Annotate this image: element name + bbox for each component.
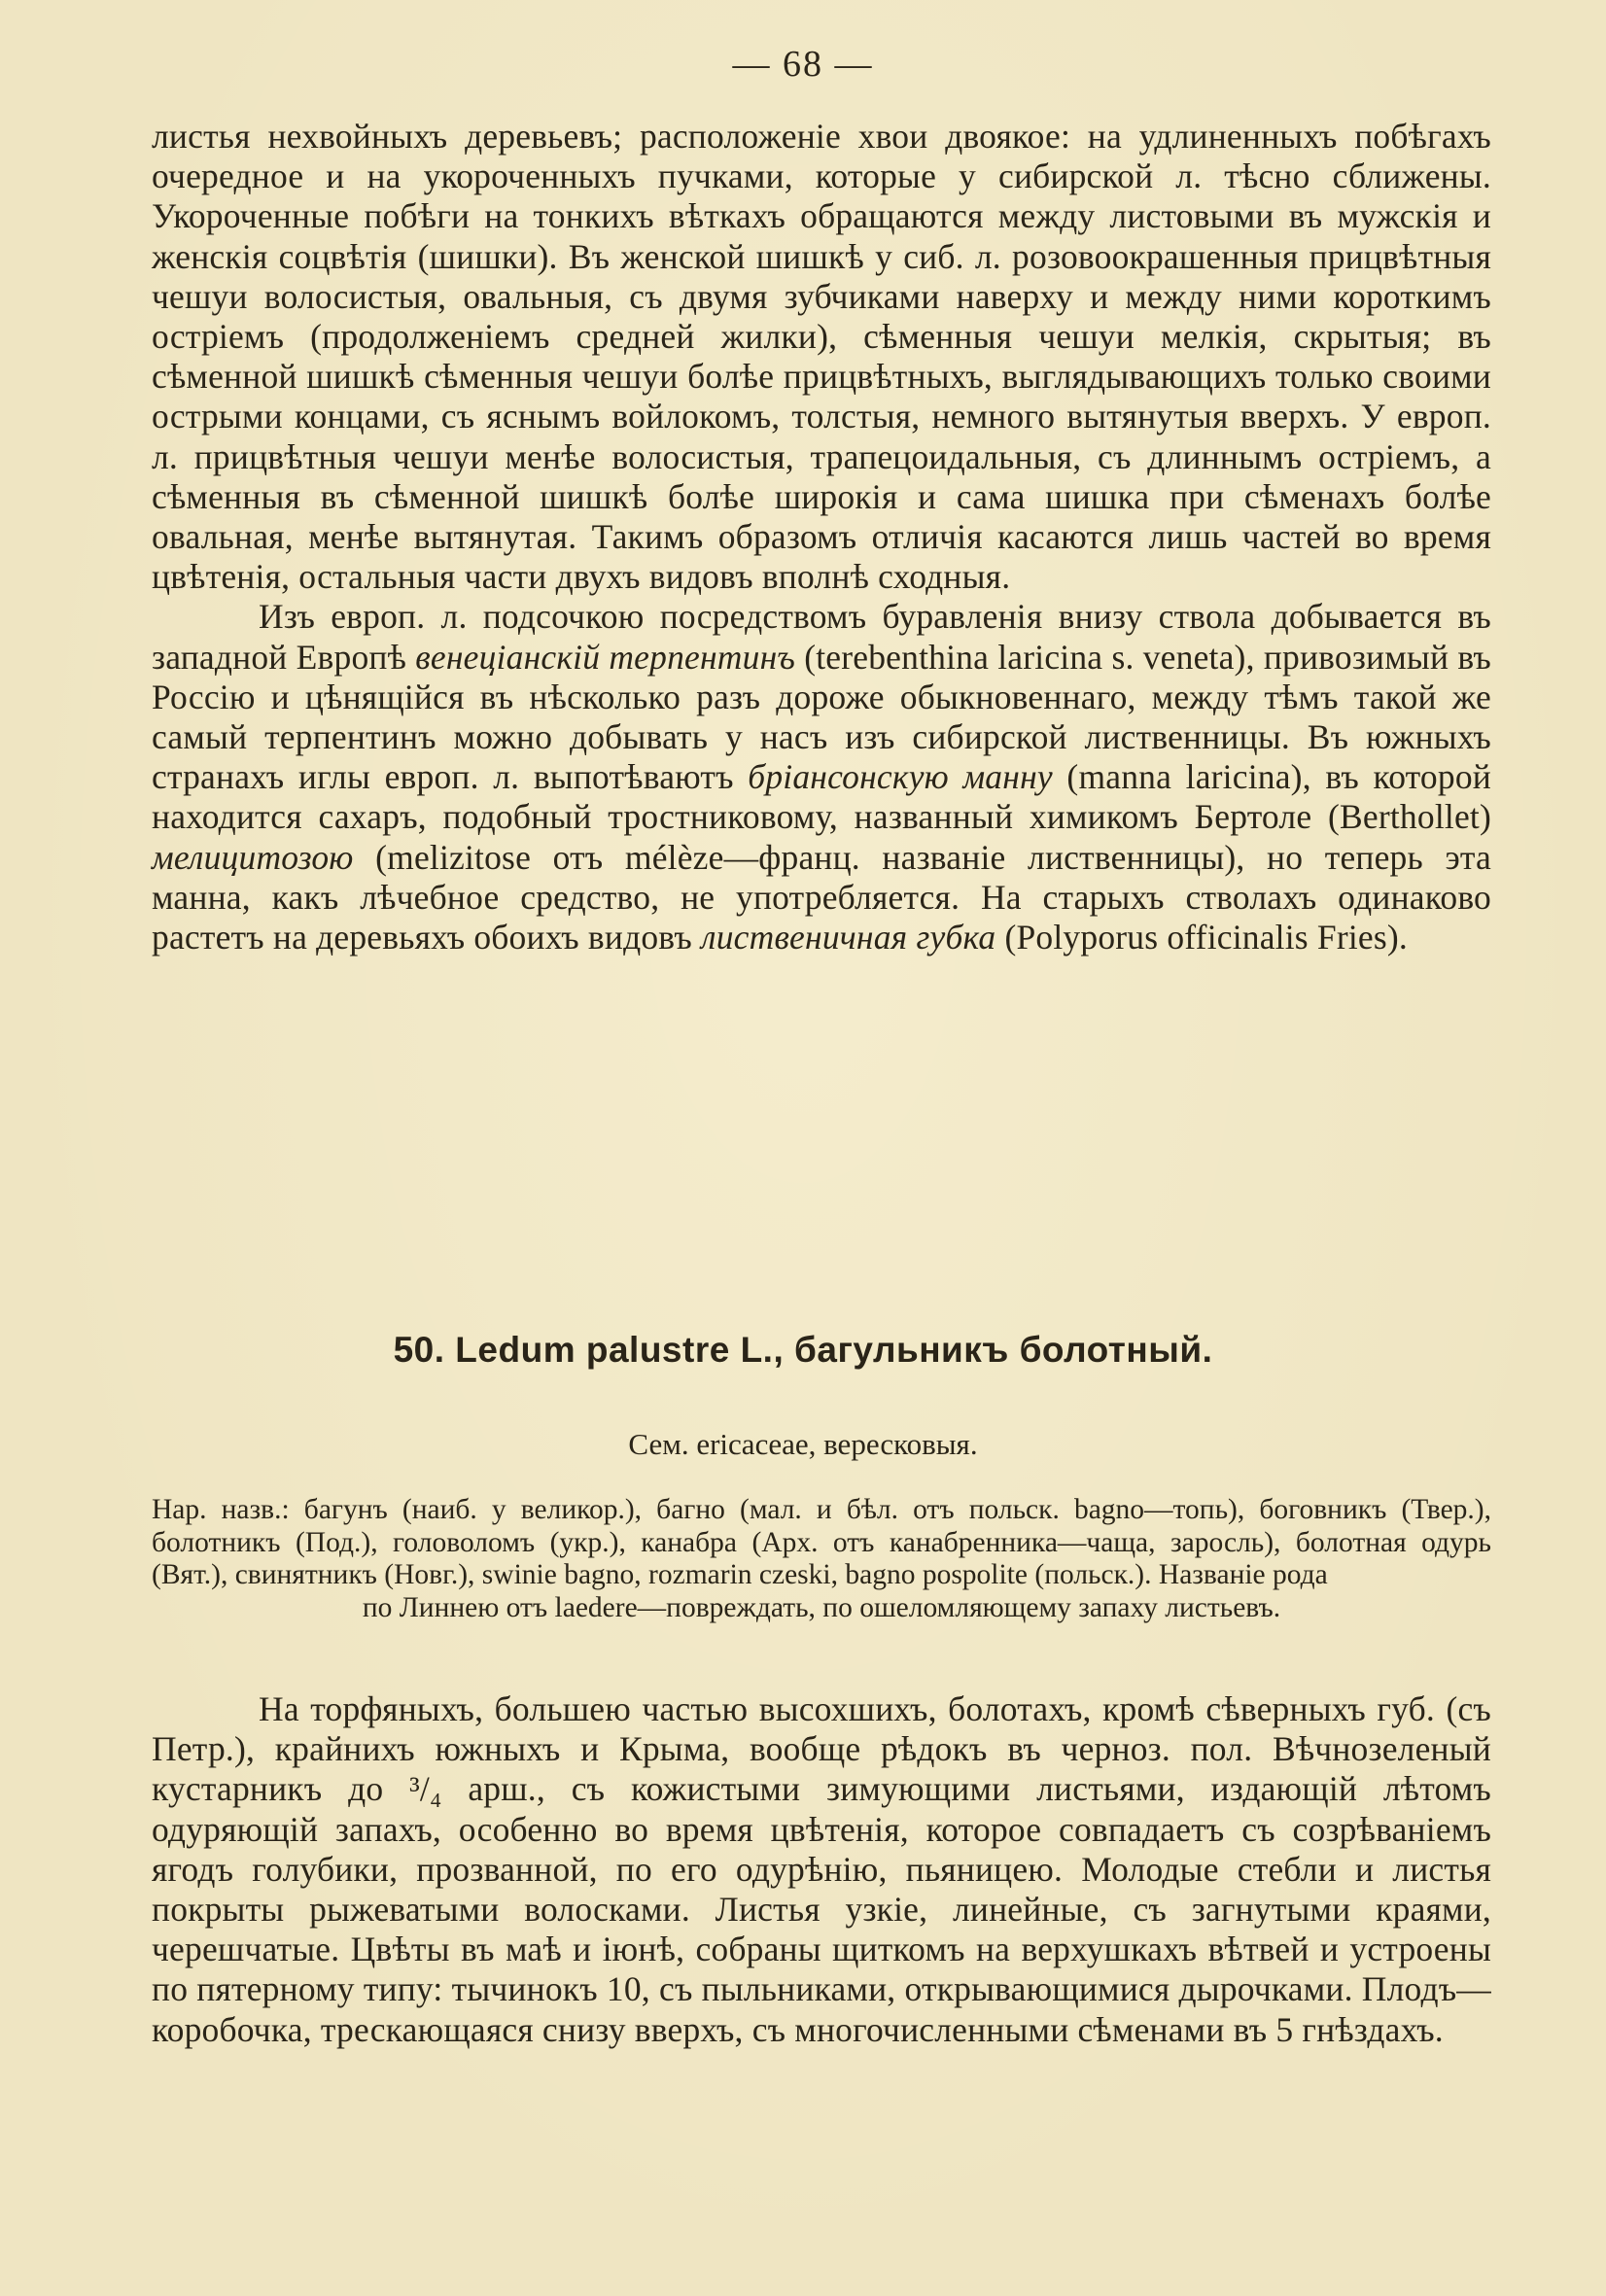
larch-products-text: (terebenthina laricina s. veneta), привозимый въ Россію и цѣнящійся въ нѣсколько разъ дороже обыкновеннаго, между тѣмъ такой же самый терпентинъ можно добывать у насъ изъ сибирской лиственницы. Въ южныхъ странахъ иглы европ. л. выпотѣваютъ — [152, 637, 1491, 797]
larch-products-text: (melizitose отъ mélèze—франц. названіе лиственницы), но теперь эта манна, какъ лѣчебное средство, не употребляется. На старыхъ стволахъ одинаково растетъ на деревьяхъ обоихъ видовъ — [152, 837, 1491, 957]
fungus-term: лиственичная губка — [701, 918, 996, 957]
larch-text-block — [152, 117, 1491, 957]
larch-products-paragraph — [152, 597, 1491, 957]
section-heading: 50. Ledum palustre L., багульникъ болотный. — [393, 1330, 1213, 1370]
larch-products-text: (manna laricina), въ которой находится сахаръ, подобный тростниковому, названный химикомъ Бертоле (Berthollet) — [152, 757, 1491, 837]
manna-term: бріансонскую манну — [748, 757, 1053, 797]
description-block — [152, 1689, 1491, 2050]
description-paragraph: На торфяныхъ, большею частью высохшихъ, болотахъ, кромѣ сѣверныхъ губ. (съ Петр.), крайнихъ южныхъ и Крыма, вообще рѣдокъ въ черноз. пол. Вѣчнозеленый кустарникъ до ³/₄ арш., съ кожистыми зимующими листьями, издающій лѣтомъ одуряющій запахъ, особенно во время цвѣтенія, которое совпадаетъ съ созрѣваніемъ ягодъ голубики, прозванной, по его одурѣнію, пьяницею. Молодые стебли и листья покрыты рыжеватыми волосками. Листья узкіе, линейные, съ загнутыми краями, черешчатые. Цвѣты въ маѣ и іюнѣ, собраны щиткомъ на верхушкахъ вѣтвей и устроены по пятерному типу: тычинокъ 10, съ пыльниками, открывающимися дырочками. Плодъ—коробочка, трескающаяся снизу вверхъ, съ многочисленными сѣменами въ 5 гнѣздахъ. — [152, 1689, 1491, 2049]
folk-names-text: Нар. назв.: багунъ (наиб. у великор.), багно (мал. и бѣл. отъ польск. bagno—топь), боговникъ (Твер.), болотникъ (Под.), головоломъ (укр.), канабра (Арх. отъ канабренника—чаща, заросль), болотная одурь (Вят.), свинятникъ (Новг.), swinie bagno, rozmarin czeski, bagno pospolite (польск.). Названіе рода — [152, 1494, 1491, 1590]
family-line: Сем. ericaceae, вересковыя. — [628, 1427, 978, 1461]
melizitose-term: мелицитозою — [152, 837, 354, 877]
folk-names-block — [152, 1494, 1491, 1624]
larch-products-text: Изъ европ. л. подсочкою посредствомъ буравленія внизу ствола добывается въ западной Европѣ — [152, 597, 1491, 677]
folk-names-last-line: по Линнею отъ laedere—повреждать, по ошеломляющему запаху листьевъ. — [362, 1591, 1281, 1623]
intro-paragraph: листья нехвойныхъ деревьевъ; расположеніе хвои двоякое: на удлиненныхъ побѣгахъ очередное и на укороченныхъ пучками, которые у сибирской л. тѣсно сближены. Укороченные побѣги на тонкихъ вѣткахъ обращаются между листовыми въ мужскія и женскія соцвѣтія (шишки). Въ женской шишкѣ у сиб. л. розовоокрашенныя прицвѣтныя чешуи волосистыя, овальныя, съ двумя зубчиками наверху и между ними короткимъ остріемъ (продолженіемъ средней жилки), сѣменныя чешуи мелкія, скрытыя; въ сѣменной шишкѣ сѣменныя чешуи болѣе прицвѣтныхъ, выглядывающихъ только своими острыми концами, съ яснымъ войлокомъ, толстыя, немного вытянутыя вверхъ. У европ. л. прицвѣтныя чешуи менѣе волосистыя, трапецоидальныя, съ длиннымъ остріемъ, а сѣменныя въ сѣменной шишкѣ болѣе широкія и сама шишка при сѣменахъ болѣе овальная, менѣе вытянутая. Такимъ образомъ отличія касаются лишь частей во время цвѣтенія, остальныя части двухъ видовъ вполнѣ сходныя. — [152, 117, 1491, 597]
larch-products-text: (Polyporus officinalis Fries). — [995, 918, 1408, 957]
turpentine-term: венеціанскій терпентинъ — [415, 637, 796, 677]
page-number: — 68 — — [732, 44, 874, 85]
